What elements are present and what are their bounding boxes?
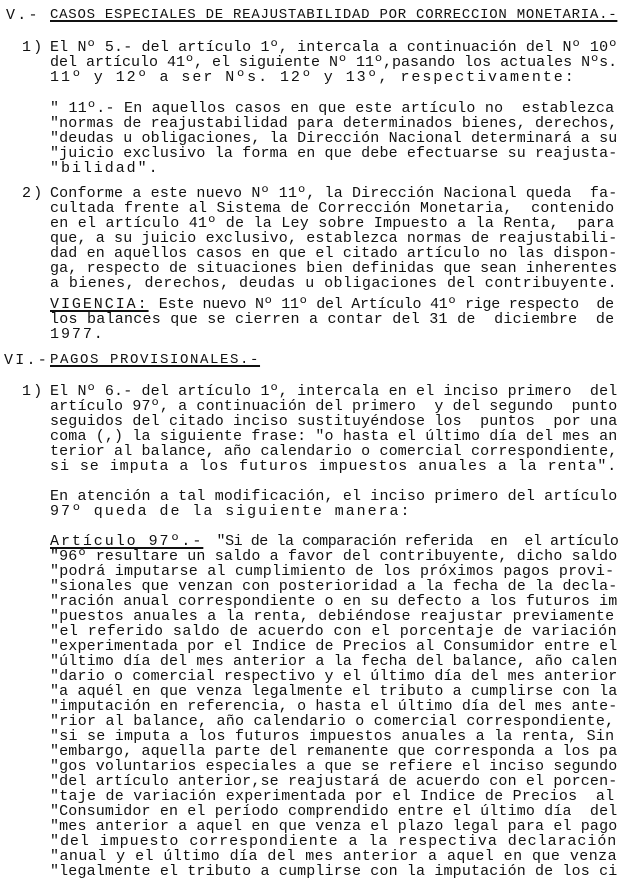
article-line: "legalmente el tributo a cumplirse con la imputación de los ci bbox=[50, 863, 618, 880]
section-v-item-2-line: cultada frente al Sistema de Corrección Monetaria, contenido bbox=[50, 200, 615, 217]
article-line: "gos voluntarios especiales a que se refiere el inciso segundo bbox=[50, 758, 618, 775]
article-line: "último día del mes anterior a la fecha del balance, año calen bbox=[50, 653, 618, 670]
section-v-item-1-line: del artículo 41º, el siguiente Nº 11º,pasando los actuales Nºs. bbox=[50, 54, 618, 71]
section-v-item-2-number: 2) bbox=[22, 185, 45, 202]
section-v-item-1-number: 1) bbox=[22, 39, 45, 56]
article-line: "Si de la comparación referida en el artículo bbox=[208, 533, 619, 550]
article-line: "dario o comercial respectivo y el último día del mes anterior bbox=[50, 668, 618, 685]
section-v-item-2-line: a bienes, derechos, deudas u obligaciones del contribuyente. bbox=[50, 275, 618, 292]
section-vi-item-1-line: seguidos del citado inciso sustituyéndose los puntos por una bbox=[50, 413, 618, 430]
article-line: "sionales que venzan con posterioridad a la fecha de la decla- bbox=[50, 578, 618, 595]
article-line: "del impuesto correspondiente a la respectiva declaración bbox=[50, 833, 618, 850]
quote-line: "normas de reajustabilidad para determinados bienes, derechos, bbox=[50, 115, 618, 132]
article-line: "el referido saldo de acuerdo con el porcentaje de variación bbox=[50, 623, 618, 640]
vigencia-line: los balances que se cierren a contar del 31 de diciembre de bbox=[50, 311, 615, 328]
section-vi-item-1-line: coma (,) la siguiente frase: "o hasta el último día del mes an bbox=[50, 428, 618, 445]
article-line: "taje de variación experimentada por el Indice de Precios al bbox=[50, 788, 615, 805]
section-v-item-1-line: El Nº 5.- del artículo 1º, intercala a continuación del Nº 10º bbox=[50, 39, 618, 56]
section-v-item-2-line: en el artículo 41º de la Ley sobre Impuesto a la Renta, para bbox=[50, 215, 615, 232]
quote-line: "juicio exclusivo la forma en que debe efectuarse su reajusta- bbox=[50, 145, 618, 162]
article-97-label: Artículo 97º.- bbox=[50, 533, 204, 550]
article-line: "podrá imputarse al cumplimiento de los próximos pagos provi- bbox=[50, 563, 615, 580]
quote-line: "bilidad". bbox=[50, 160, 160, 177]
quote-line: " 11º.- En aquellos casos en que este artículo no establezca bbox=[50, 100, 615, 117]
section-vi-title: PAGOS PROVISIONALES.- bbox=[50, 352, 261, 368]
section-vi-item-1-number: 1) bbox=[22, 383, 45, 400]
section-vi-item-1-line: si se imputa a los futuros impuestos anuales a la renta". bbox=[50, 458, 618, 475]
article-line: "anual y el último día del mes anterior a aquel en que venza bbox=[50, 848, 618, 865]
article-line: "rior al balance, año calendario o comercial correspondiente, bbox=[50, 713, 615, 730]
article-line: "Consumidor en el período comprendido entre el último día del bbox=[50, 803, 618, 820]
section-v-item-1-line: 11º y 12º a ser Nºs. 12º y 13º, respectivamente: bbox=[50, 69, 576, 86]
article-line: "puestos anuales a la renta, debiéndose reajustar previamente bbox=[50, 608, 615, 625]
section-vi-item-1-line: terior al balance, año calendario o comercial correspondiente, bbox=[50, 443, 618, 460]
vigencia-line: Este nuevo Nº 11º del Artículo 41º rige respecto de bbox=[150, 296, 614, 313]
article-line: "embargo, aquella parte del remanente que corresponda a los pa bbox=[50, 743, 618, 760]
section-v-item-2-line: Conforme a este nuevo Nº 11º, la Dirección Nacional queda fa- bbox=[50, 185, 618, 202]
vigencia-label: VIGENCIA: bbox=[50, 296, 149, 313]
section-v-item-2-line: ga, respecto de situaciones bien definidas que sean inherentes bbox=[50, 260, 618, 277]
section-v-item-2-line: que, a su juicio exclusivo, establezca normas de reajustabili- bbox=[50, 230, 618, 247]
article-line: "experimentada por el Indice de Precios al Consumidor entre el bbox=[50, 638, 618, 655]
intro-line: En atención a tal modificación, el inciso primero del artículo bbox=[50, 488, 618, 505]
vigencia-line: 1977. bbox=[50, 326, 105, 343]
section-v-number: V.- bbox=[6, 7, 40, 24]
quote-line: "deudas u obligaciones, la Dirección Nacional determinará a su bbox=[50, 130, 618, 147]
article-line: "mes anterior a aquel en que venza el plazo legal para el pago bbox=[50, 818, 618, 835]
article-line: "si se imputa a los futuros impuestos anuales a la renta, Sin bbox=[50, 728, 615, 745]
article-line: "96º resultare un saldo a favor del contribuyente, dicho saldo bbox=[50, 548, 618, 565]
section-vi-item-1-line: El Nº 6.- del artículo 1º, intercala en el inciso primero del bbox=[50, 383, 618, 400]
article-line: "imputación en referencia, o hasta el último día del mes ante- bbox=[50, 698, 618, 715]
section-v-title: CASOS ESPECIALES DE REAJUSTABILIDAD POR CORRECCION MONETARIA.- bbox=[50, 7, 618, 23]
article-line: "a aquél en que venza legalmente el tributo a cumplirse con la bbox=[50, 683, 618, 700]
section-vi-number: VI.- bbox=[4, 352, 50, 369]
section-v-item-2-line: dad en aquellos casos en que el citado artículo no las dispon- bbox=[50, 245, 618, 262]
article-line: "del artículo anterior,se reajustará de acuerdo con el porcen- bbox=[50, 773, 618, 790]
article-line: "ración anual correspondiente o en su defecto a los futuros im bbox=[50, 593, 618, 610]
intro-line: 97º queda de la siguiente manera: bbox=[50, 503, 412, 520]
section-vi-item-1-line: artículo 97º, a continuación del primero y del segundo punto bbox=[50, 398, 618, 415]
